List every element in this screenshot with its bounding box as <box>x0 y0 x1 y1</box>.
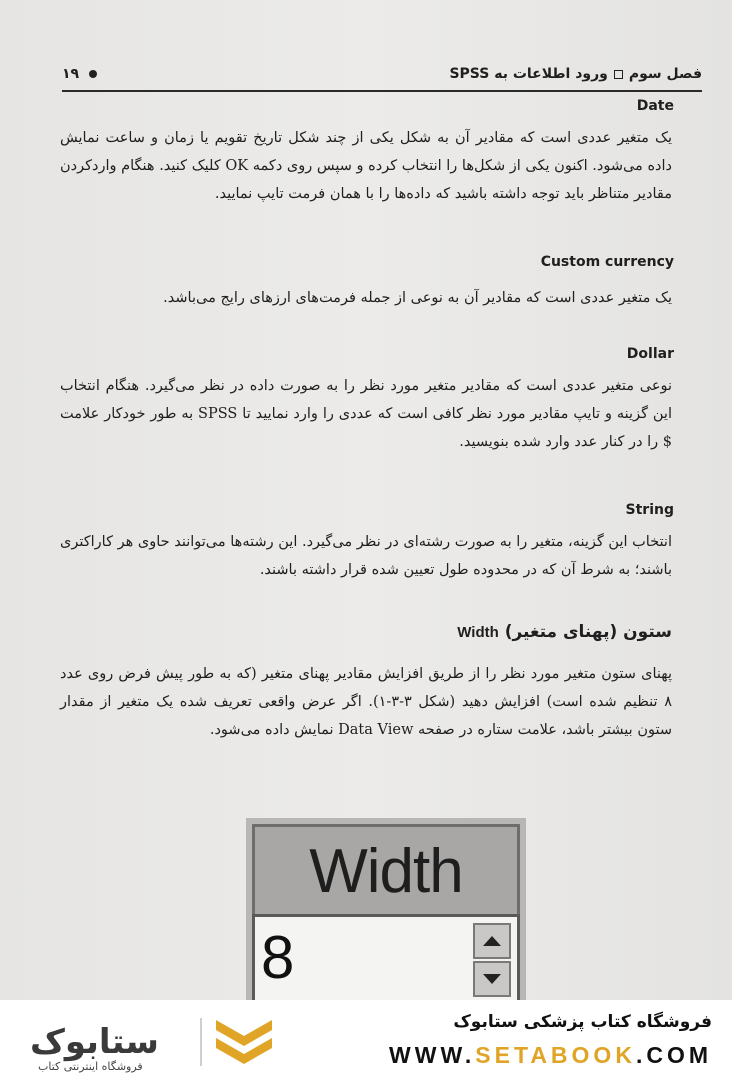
section-title: ورود اطلاعات به SPSS <box>449 66 608 82</box>
url-brand: SETABOOK <box>475 1042 636 1068</box>
store-logo-subtitle: فروشگاه اینترنتی کتاب <box>38 1060 143 1073</box>
arrow-up-icon[interactable] <box>473 923 511 959</box>
term-dollar: Dollar <box>626 346 674 362</box>
term-custom-currency: Custom currency <box>540 254 674 270</box>
chapter-title: فصل سوم <box>628 66 702 82</box>
arrow-down-icon[interactable] <box>473 961 511 997</box>
store-title: فروشگاه کتاب پزشکی ستابوک <box>453 1012 712 1032</box>
page-number: ۱۹ <box>62 66 80 82</box>
chevron-logo-icon <box>212 1016 276 1072</box>
store-url[interactable] <box>389 1042 712 1069</box>
width-heading <box>457 622 672 642</box>
url-prefix: WWW. <box>389 1042 476 1068</box>
width-value: 8 <box>261 924 295 991</box>
paragraph-string: انتخاب این گزینه، متغیر را به صورت رشته‌ای در نظر می‌گیرد. این رشته‌ها می‌توانند حاوی هر کاراکتری باشند؛ به شرط آن که در محدوده طول تعیین شده قرار داشته باشند. <box>60 534 672 578</box>
square-separator-icon <box>614 70 623 79</box>
width-heading-en: Width <box>457 624 499 641</box>
paragraph-date: یک متغیر عددی است که مقادیر آن به شکل یکی از چند شکل تاریخ تقویم یا زمان و ساعت نمایش داده می‌شود. اکنون یکی از شکل‌ها را انتخاب کرده و سپس روی دکمه OK کلیک کنید. هنگام واردکردن مقادیر متناظر باید توجه داشته باشید که داده‌ها را با همان فرمت تایپ نمایید. <box>60 130 672 202</box>
header-rule <box>62 90 702 92</box>
url-suffix: .COM <box>635 1042 712 1068</box>
term-string: String <box>625 502 674 518</box>
page-header <box>62 60 702 88</box>
term-date: Date <box>636 98 674 114</box>
bullet-dot-icon <box>89 70 97 78</box>
width-heading-fa: ستون (پهنای متغیر) <box>504 622 672 642</box>
paragraph-custom-currency: یک متغیر عددی است که مقادیر آن به نوعی از جمله فرمت‌های ارزهای رایج می‌باشد. <box>163 290 672 306</box>
width-widget-title: Width <box>309 836 463 906</box>
width-widget <box>246 818 526 1000</box>
width-spinner-input[interactable] <box>252 914 520 1000</box>
width-widget-header <box>252 824 520 918</box>
logo-divider <box>200 1018 202 1066</box>
store-footer <box>0 1000 732 1080</box>
store-logo-text: ستابوک <box>30 1022 159 1062</box>
header-left <box>62 66 97 82</box>
header-right <box>449 66 702 82</box>
spinner-buttons <box>473 923 511 997</box>
paragraph-width: پهنای ستون متغیر مورد نظر را از طریق افزایش مقادیر پهنای متغیر (که به طور پیش فرض روی عدد ۸ تنظیم شده است) افزایش دهید (شکل ۳-۳-۱). اگر عرض واقعی تعریف شده یک متغیر از مقدار ستون بیشتر باشد، علامت ستاره در صفحه Data View نمایش داده می‌شود. <box>60 666 672 738</box>
paragraph-dollar: نوعی متغیر عددی است که مقادیر متغیر مورد نظر را به صورت داده در نظر می‌گیرد. هنگام انتخاب این گزینه و تایپ مقادیر مورد نظر کافی است که عددی را وارد نمایید تا SPSS به طور خودکار علامت $ را در کنار عدد وارد شده بنویسید. <box>60 378 672 450</box>
